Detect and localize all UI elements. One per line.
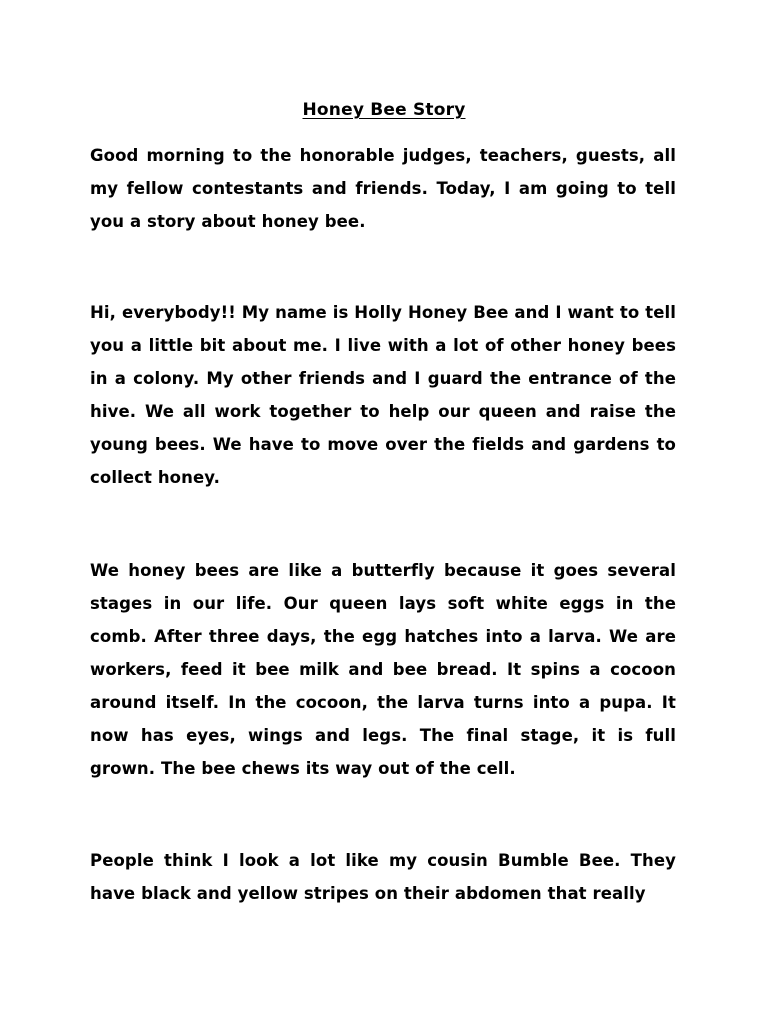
document-title: Honey Bee Story (302, 100, 466, 120)
paragraph-life-stages: We honey bees are like a butterfly because it goes several stages in our life. Our queen lays soft white eggs in the comb. After three days, the egg hatches into a larva. We are workers, feed it bee milk and bee bread. It spins a cocoon around itself. In the cocoon, the larva turns into a pupa. It now has eyes, wings and legs. The final stage, it is full grown. The bee chews its way out of the cell. (90, 561, 676, 778)
paragraph-introduction: Hi, everybody!! My name is Holly Honey Bee and I want to tell you a little bit about me. I live with a lot of other honey bees in a colony. My other friends and I guard the entrance of the hive. We all work together to help our queen and raise the young bees. We have to move over the fields and gardens to collect honey. (90, 303, 676, 487)
paragraph-bumble-bee: People think I look a lot like my cousin Bumble Bee. They have black and yellow stripes on their abdomen that really (90, 851, 676, 903)
paragraph-greeting: Good morning to the honorable judges, teachers, guests, all my fellow contestants and friends. Today, I am going to tell you a story about honey bee. (90, 146, 676, 231)
